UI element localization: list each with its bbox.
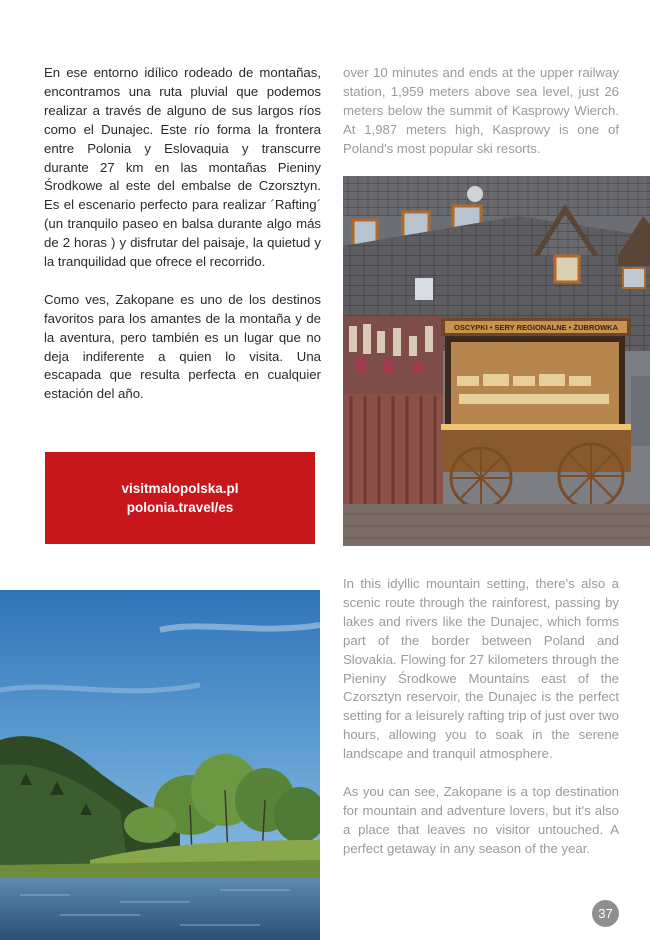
link-polonia-travel[interactable]: polonia.travel/es	[126, 500, 234, 515]
english-article-text-bottom	[343, 575, 619, 859]
market-sign-text: OSCYPKI • SERY REGIONALNE • ŻUBROWKA	[453, 323, 619, 332]
english-paragraph-top: over 10 minutes and ends at the upper railway station, 1,959 meters above sea level, just 26 meters below the summit of Kasprowy Wierch. At 1,987 meters high, Kasprowy is one of Poland's most popular ski resorts.	[343, 65, 619, 156]
english-paragraph-1: In this idyllic mountain setting, there's also a scenic route through the rainforest, passing by lakes and rivers like the Dunajec, which forms part of the border between Poland and Slovakia. Flowing for 27 kilometers through the Pieniny Środkowe Mountains east of the Czorsztyn reservoir, the Dunajec is the perfect setting for a leisurely rafting trip of just over two hours, allowing you to soak in the serene landscape and tranquil atmosphere.	[343, 576, 619, 762]
english-article-text-top	[343, 64, 619, 159]
english-paragraph-2: As you can see, Zakopane is a top destination for mountain and adventure lovers, but it's also a place that leaves no visitor untouched. A perfect getaway in any season of the year.	[343, 783, 619, 856]
link-visitmalopolska[interactable]: visitmalopolska.pl	[121, 481, 239, 496]
page-number: 37	[592, 900, 619, 927]
spanish-paragraph-1: En ese entorno idílico rodeado de montañas, encontramos una ruta pluvial que podemos realizar a través de alguno de sus largos ríos como el Dunajec. Este río forma la frontera entre Polonia y Eslovaquia y transcurre durante 27 km en las montañas Pieniny Środkowe al este del embalse de Czorsztyn. Es el escenario perfecto para realizar ´Rafting´ (un tranquilo paseo en balsa durante algo más de 2 horas ) y disfrutar del paisaje, la quietud y la tranquilidad que ofrece el recorrido.	[44, 65, 321, 270]
spanish-paragraph-2: Como ves, Zakopane es uno de los destinos favoritos para los amantes de la montaña y de la aventura, pero también es un lugar que no deja indiferente a quien lo visita. Una escapada que resulta perfecta en cualquier estación del año.	[44, 291, 321, 402]
links-box	[45, 452, 315, 544]
market-stall-photo	[343, 176, 650, 546]
dunajec-river-photo	[0, 590, 320, 940]
spanish-article-text	[44, 64, 321, 404]
